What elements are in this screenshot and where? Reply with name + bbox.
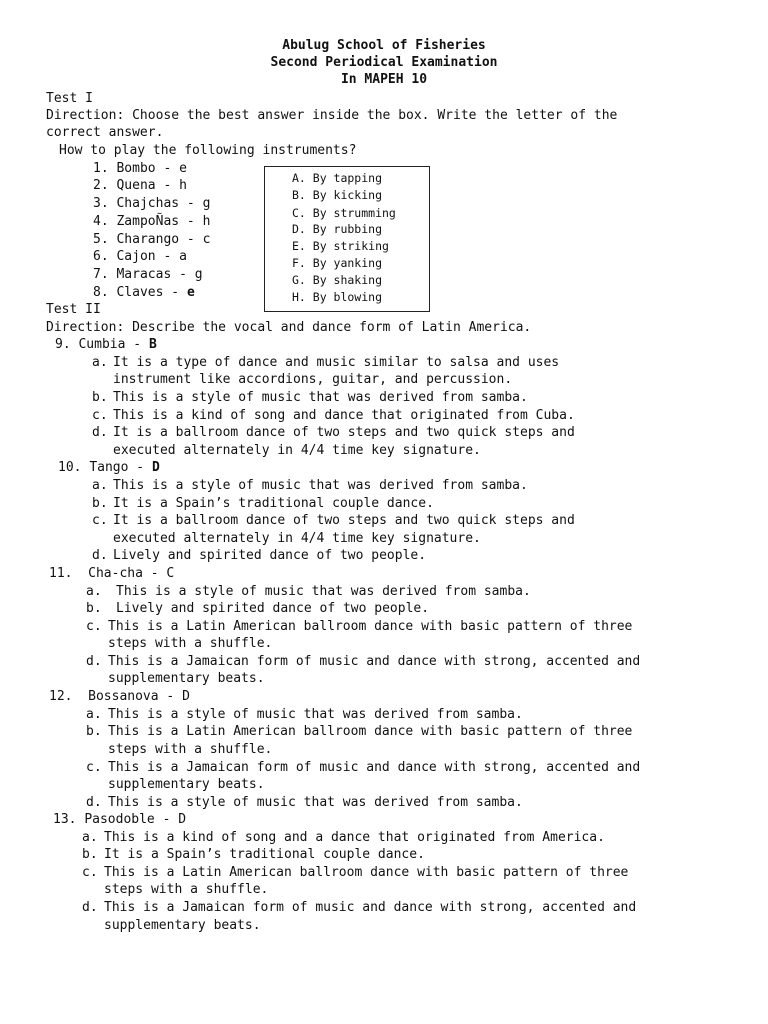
question-number: 11. bbox=[49, 566, 73, 581]
option-letter: d. bbox=[82, 900, 98, 915]
item-number: 7. bbox=[93, 267, 109, 282]
option-text: This is a Jamaican form of music and dance with strong, accented and bbox=[108, 654, 641, 669]
list-item bbox=[93, 214, 210, 230]
question-topic: Pasodoble - bbox=[84, 812, 179, 827]
exam-subject: In MAPEH 10 bbox=[340, 72, 428, 87]
option-letter: c. bbox=[86, 619, 102, 634]
item-answer: g bbox=[202, 196, 211, 211]
item-number: 2. bbox=[93, 178, 109, 193]
question-title bbox=[58, 460, 160, 476]
test2-direction: Direction: Describe the vocal and dance form of Latin America. bbox=[46, 320, 532, 335]
list-item bbox=[93, 249, 187, 265]
item-text: Maracas - bbox=[116, 267, 195, 282]
option-letter: a. bbox=[82, 830, 98, 845]
option-letter: d. bbox=[86, 795, 102, 810]
item-text: ZampoÑas - bbox=[116, 214, 203, 229]
option-text: This is a kind of song and dance that originated from Cuba. bbox=[113, 408, 575, 423]
question-number: 13. bbox=[53, 812, 77, 827]
option-text: steps with a shuffle. bbox=[108, 636, 273, 651]
question-title bbox=[49, 689, 190, 705]
item-number: 4. bbox=[93, 214, 109, 229]
option-text: This is a kind of song and a dance that originated from America. bbox=[104, 830, 605, 845]
item-number: 3. bbox=[93, 196, 109, 211]
option-text: executed alternately in 4/4 time key signature. bbox=[113, 531, 481, 546]
option-text: supplementary beats. bbox=[104, 918, 261, 933]
list-item bbox=[93, 267, 203, 283]
option-text: Lively and spirited dance of two people. bbox=[116, 601, 430, 616]
option-text: instrument like accordions, guitar, and percussion. bbox=[113, 372, 513, 387]
choice-e: E. By striking bbox=[292, 239, 389, 253]
option-text: This is a Jamaican form of music and dance with strong, accented and bbox=[104, 900, 637, 915]
option-text: It is a ballroom dance of two steps and two quick steps and bbox=[113, 513, 575, 528]
option-letter: b. bbox=[92, 496, 108, 511]
item-answer: a bbox=[179, 249, 187, 264]
question-answer: D bbox=[182, 689, 190, 704]
option-text: This is a Latin American ballroom dance with basic pattern of three bbox=[108, 619, 633, 634]
item-answer: h bbox=[179, 178, 187, 193]
option-letter: c. bbox=[92, 513, 108, 528]
option-letter: b. bbox=[92, 390, 108, 405]
exam-title: Second Periodical Examination bbox=[270, 55, 498, 70]
item-text: Claves - bbox=[116, 285, 187, 300]
option-text: This is a style of music that was derived from samba. bbox=[116, 584, 531, 599]
question-title bbox=[53, 812, 186, 828]
school-name: Abulug School of Fisheries bbox=[282, 38, 486, 53]
choice-h: H. By blowing bbox=[292, 290, 383, 304]
option-letter: c. bbox=[82, 865, 98, 880]
option-text: It is a type of dance and music similar to salsa and uses bbox=[113, 355, 560, 370]
question-topic: Tango - bbox=[89, 460, 152, 475]
option-text: This is a style of music that was derived from samba. bbox=[108, 795, 523, 810]
item-number: 1. bbox=[93, 161, 109, 176]
list-item bbox=[93, 161, 187, 177]
list-item bbox=[93, 196, 210, 212]
option-text: This is a style of music that was derived from samba. bbox=[108, 707, 523, 722]
option-text: Lively and spirited dance of two people. bbox=[113, 548, 427, 563]
question-title bbox=[55, 337, 157, 353]
option-letter: b. bbox=[86, 601, 102, 616]
option-text: It is a Spain’s traditional couple dance. bbox=[104, 847, 425, 862]
item-number: 5. bbox=[93, 232, 109, 247]
choice-b: B. By kicking bbox=[292, 188, 383, 202]
item-answer: c bbox=[202, 232, 211, 247]
option-text: executed alternately in 4/4 time key signature. bbox=[113, 443, 481, 458]
question-topic: Cumbia - bbox=[78, 337, 149, 352]
option-text: It is a ballroom dance of two steps and two quick steps and bbox=[113, 425, 575, 440]
option-text: This is a Latin American ballroom dance with basic pattern of three bbox=[108, 724, 633, 739]
item-number: 6. bbox=[93, 249, 109, 264]
test1-direction-line2: correct answer. bbox=[46, 125, 164, 140]
item-text: Charango - bbox=[116, 232, 203, 247]
question-answer: C bbox=[166, 566, 175, 581]
option-letter: a. bbox=[92, 355, 108, 370]
option-letter: b. bbox=[82, 847, 98, 862]
question-number: 12. bbox=[49, 689, 73, 704]
list-item bbox=[93, 285, 195, 301]
choice-d: D. By rubbing bbox=[292, 222, 383, 236]
question-number: 10. bbox=[58, 460, 82, 475]
choice-c: C. By strumming bbox=[292, 206, 396, 220]
item-answer: e bbox=[186, 285, 195, 300]
item-text: Bombo - bbox=[116, 161, 180, 176]
choice-g: G. By shaking bbox=[292, 273, 383, 287]
test1-direction-line1: Direction: Choose the best answer inside the box. Write the letter of the bbox=[46, 108, 618, 123]
option-letter: d. bbox=[92, 548, 108, 563]
option-letter: c. bbox=[92, 408, 108, 423]
option-text: This is a style of music that was derived from samba. bbox=[113, 390, 528, 405]
list-item bbox=[93, 232, 210, 248]
option-text: This is a Latin American ballroom dance with basic pattern of three bbox=[104, 865, 629, 880]
choice-f: F. By yanking bbox=[292, 256, 383, 270]
item-text: Chajchas - bbox=[116, 196, 203, 211]
option-text: It is a Spain’s traditional couple dance. bbox=[113, 496, 434, 511]
test1-label: Test I bbox=[46, 91, 93, 106]
test1-question: How to play the following instruments? bbox=[59, 143, 357, 158]
test2-label: Test II bbox=[46, 302, 101, 317]
item-answer: h bbox=[202, 214, 211, 229]
option-letter: d. bbox=[86, 654, 102, 669]
item-text: Cajon - bbox=[116, 249, 180, 264]
choice-a: A. By tapping bbox=[292, 171, 383, 185]
option-text: supplementary beats. bbox=[108, 671, 265, 686]
question-title bbox=[49, 566, 174, 582]
item-answer: g bbox=[194, 267, 203, 282]
option-letter: d. bbox=[92, 425, 108, 440]
option-letter: a. bbox=[86, 707, 102, 722]
option-letter: a. bbox=[92, 478, 108, 493]
option-text: steps with a shuffle. bbox=[104, 882, 269, 897]
question-answer: D bbox=[178, 812, 187, 827]
list-item bbox=[93, 178, 187, 194]
option-letter: c. bbox=[86, 760, 102, 775]
item-text: Quena - bbox=[116, 178, 180, 193]
question-topic: Cha-cha - bbox=[88, 566, 167, 581]
option-text: steps with a shuffle. bbox=[108, 742, 273, 757]
question-answer: D bbox=[151, 460, 160, 475]
option-text: This is a Jamaican form of music and dance with strong, accented and bbox=[108, 760, 641, 775]
option-letter: a. bbox=[86, 584, 102, 599]
question-topic: Bossanova - bbox=[88, 689, 183, 704]
option-letter: b. bbox=[86, 724, 102, 739]
question-number: 9. bbox=[55, 337, 71, 352]
option-text: This is a style of music that was derived from samba. bbox=[113, 478, 528, 493]
item-answer: e bbox=[179, 161, 187, 176]
question-answer: B bbox=[148, 337, 157, 352]
option-text: supplementary beats. bbox=[108, 777, 265, 792]
item-number: 8. bbox=[93, 285, 109, 300]
